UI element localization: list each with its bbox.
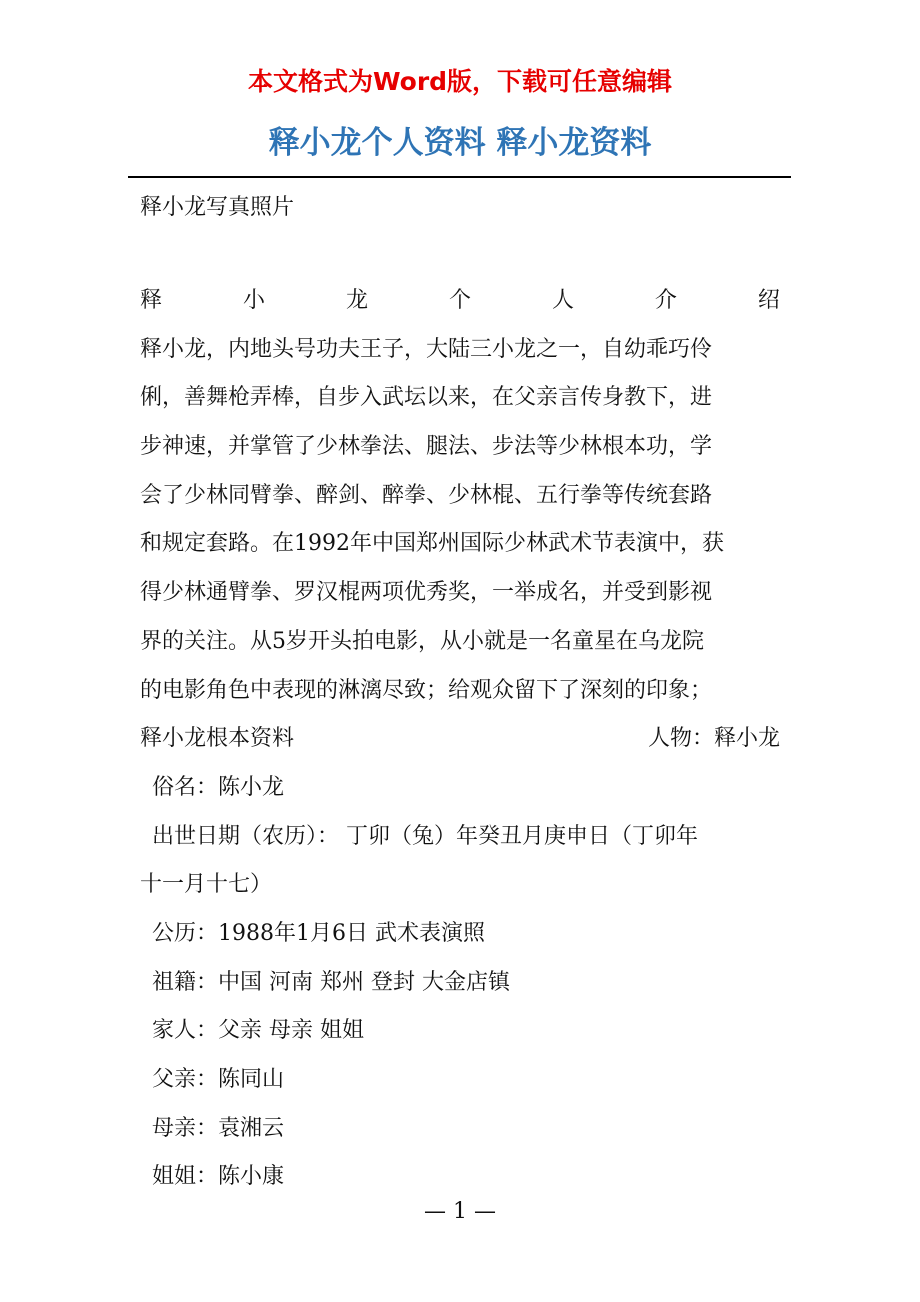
intro-heading-char: 小 [242, 288, 265, 313]
intro-line: 和规定套路。在1992年中国郑州国际少林武术节表演中，获 [140, 531, 724, 557]
intro-line: 的电影角色中表现的淋漓尽致；给观众留下了深刻的印象； [140, 677, 713, 703]
intro-heading-char: 释 [140, 288, 163, 313]
field-birth-lunar: 出世日期（农历）： 丁卯（兔）年癸丑月庚申日（丁卯年 [152, 823, 698, 849]
intro-line: 得少林通臂拳、罗汉棍两项优秀奖，一举成名，并受到影视 [140, 580, 713, 606]
person-field: 人物：释小龙 [647, 726, 780, 752]
basic-info-label: 释小龙根本资料 [140, 726, 295, 752]
title-divider [128, 176, 791, 178]
field-family: 家人：父亲 母亲 姐姐 [152, 1018, 364, 1044]
field-common-name: 俗名：陈小龙 [152, 774, 285, 800]
intro-heading-char: 龙 [345, 288, 368, 313]
intro-heading-char: 绍 [757, 288, 780, 313]
field-birth-gregorian: 公历：1988年1月6日 武术表演照 [152, 920, 485, 946]
field-father: 父亲：陈同山 [152, 1067, 285, 1092]
intro-heading-char: 人 [551, 288, 574, 313]
basic-info-heading [140, 715, 780, 764]
intro-heading-char: 介 [654, 288, 677, 313]
field-hometown: 祖籍：中国 河南 郑州 登封 大金店镇 [152, 969, 510, 995]
intro-heading-char: 个 [448, 288, 471, 313]
intro-line: 步神速，并掌管了少林拳法、腿法、步法等少林根本功，学 [140, 434, 713, 460]
intro-heading [140, 277, 780, 326]
intro-line: 界的关注。从5岁开头拍电影，从小就是一名童星在乌龙院 [140, 628, 704, 654]
intro-line: 释小龙，内地头号功夫王子，大陆三小龙之一，自幼乖巧伶 [140, 336, 713, 362]
field-mother: 母亲：袁湘云 [152, 1115, 285, 1141]
format-banner: 本文格式为Word版，下载可任意编辑 [247, 67, 673, 96]
intro-line: 俐，善舞枪弄棒，自步入武坛以来，在父亲言传身教下，进 [140, 385, 713, 411]
document-body [140, 277, 780, 1202]
photo-caption: 释小龙写真照片 [140, 195, 295, 220]
page-title: 释小龙个人资料 释小龙资料 [268, 125, 652, 161]
page-number: — 1 — [424, 1199, 496, 1224]
field-sister: 姐姐：陈小康 [152, 1164, 285, 1190]
intro-line: 会了少林同臂拳、醉剑、醉拳、少林棍、五行拳等传统套路 [140, 482, 713, 508]
field-birth-lunar-continued: 十一月十七） [140, 872, 273, 898]
